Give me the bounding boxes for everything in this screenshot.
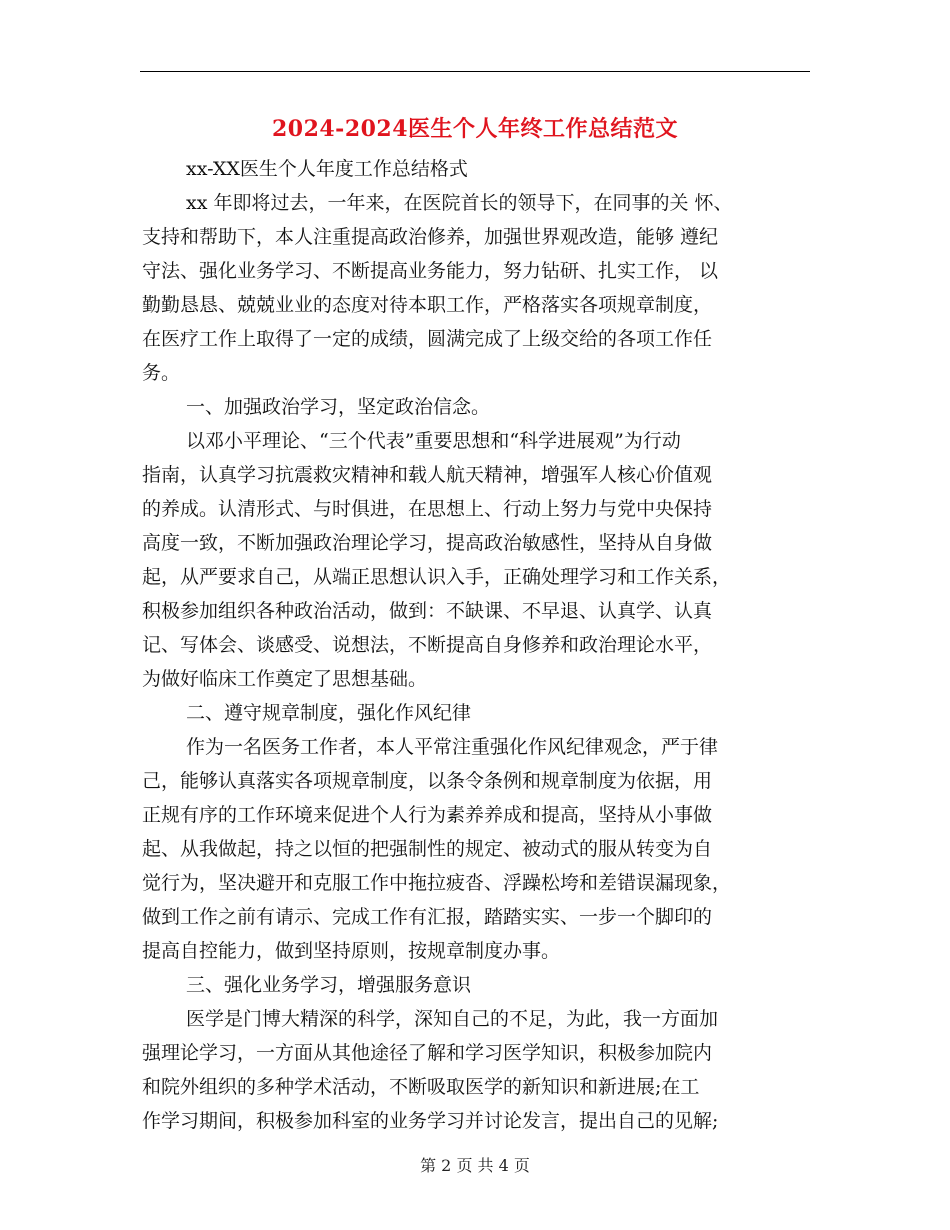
body-line: 强理论学习，一方面从其他途径了解和学习医学知识，积极参加院内 [142,1042,713,1064]
body-line: 务。 [142,362,181,384]
body-line: 的养成。认清形式、与时俱进，在思想上、行动上努力与党中央保持 [142,498,713,520]
body-line: 作学习期间，积极参加科室的业务学习并讨论发言，提出自己的见解; [142,1110,719,1132]
body-line: 医学是门博大精深的科学，深知自己的不足，为此，我一方面加 [186,1008,719,1030]
body-line: 为做好临床工作奠定了思想基础。 [142,668,428,690]
body-line: 记、写体会、谈感受、说想法，不断提高自身修养和政治理论水平， [142,634,713,656]
body-line: 提高自控能力，做到坚持原则，按规章制度办事。 [142,940,561,962]
body-line: 以邓小平理论、“三个代表”重要思想和“科学进展观”为行动 [186,430,681,452]
body-line: 指南，认真学习抗震救灾精神和载人航天精神，增强军人核心价值观 [142,464,713,486]
document-body [142,152,812,1138]
body-line: 作为一名医务工作者，本人平常注重强化作风纪律观念，严于律 [186,736,719,758]
section-heading: 一、加强政治学习，坚定政治信念。 [186,396,491,418]
body-line: xx 年即将过去，一年来，在医院首长的领导下，在同事的关 怀、 [186,192,733,214]
body-line: 起，从严要求自己，从端正思想认识入手，正确处理学习和工作关系， [142,566,732,588]
document-title: 2024-2024医生个人年终工作总结范文 [271,116,679,142]
body-line: 起、从我做起，持之以恒的把强制性的规定、被动式的服从转变为自 [142,838,713,860]
body-line: 觉行为，坚决避开和克服工作中拖拉疲沓、浮躁松垮和差错误漏现象， [142,872,732,894]
page-number-footer: 第 2 页 共 4 页 [420,1156,530,1175]
body-line: 和院外组织的多种学术活动，不断吸取医学的新知识和新进展;在工 [142,1076,700,1098]
section-heading: 三、强化业务学习，增强服务意识 [186,974,472,996]
body-line: 正规有序的工作环境来促进个人行为素养养成和提高，坚持从小事做 [142,804,713,826]
body-line: 守法、强化业务学习、不断提高业务能力，努力钻研、扎实工作， 以 [142,260,719,282]
body-line: 支持和帮助下，本人注重提高政治修养，加强世界观改造，能够 遵纪 [142,226,719,248]
body-line: 勤勤恳恳、兢兢业业的态度对待本职工作，严格落实各项规章制度， [142,294,713,316]
section-heading: 二、遵守规章制度，强化作风纪律 [186,702,472,724]
body-line: 高度一致，不断加强政治理论学习，提高政治敏感性，坚持从自身做 [142,532,713,554]
body-line: 做到工作之前有请示、完成工作有汇报，踏踏实实、一步一个脚印的 [142,906,713,928]
body-line: xx-XX医生个人年度工作总结格式 [186,158,468,180]
header-rule [140,71,810,72]
body-line: 己，能够认真落实各项规章制度，以条令条例和规章制度为依据，用 [142,770,713,792]
body-line: 在医疗工作上取得了一定的成绩，圆满完成了上级交给的各项工作任 [142,328,713,350]
body-line: 积极参加组织各种政治活动，做到：不缺课、不早退、认真学、认真 [142,600,713,622]
